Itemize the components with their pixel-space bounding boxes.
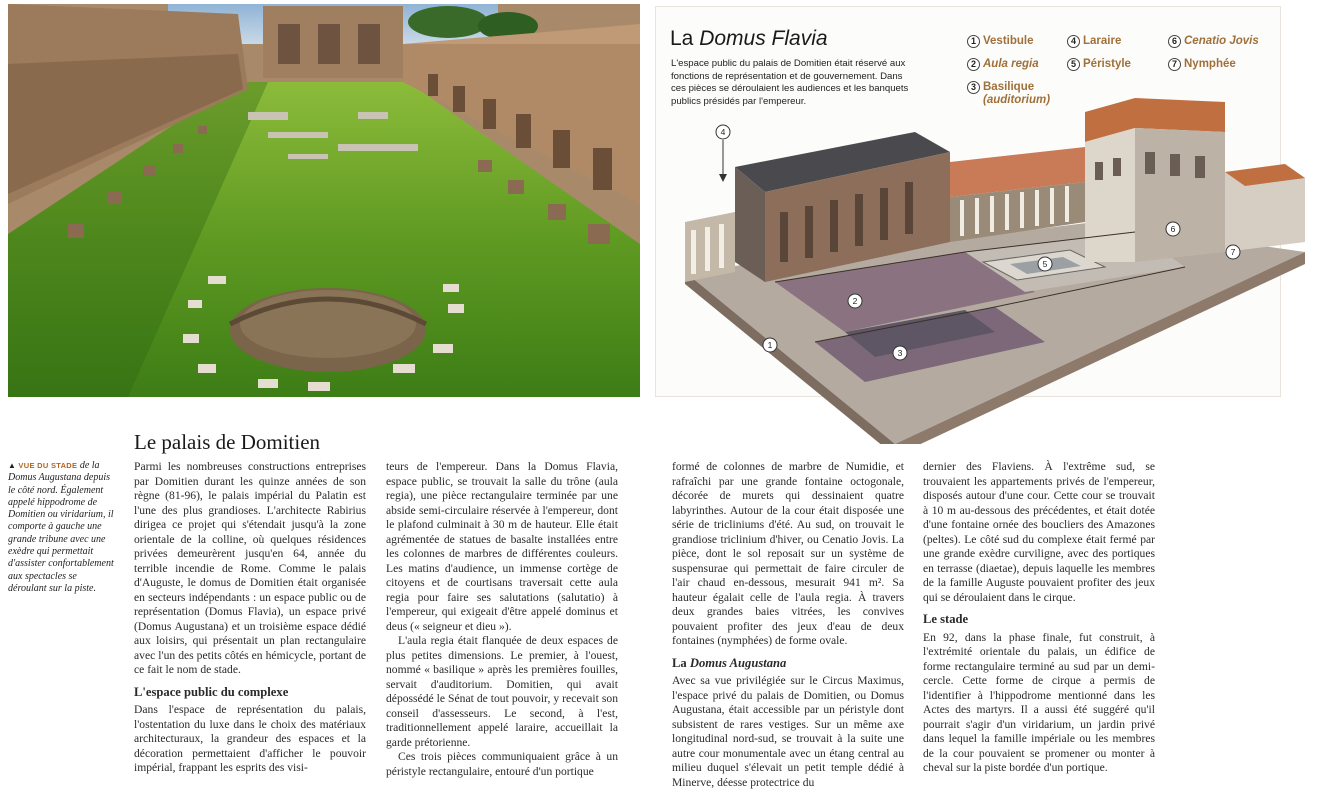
paragraph: Dans l'espace de représentation du palais, l'ostentation du luxe dans le choix des matériaux architecturaux, la grandeur des espaces et la décoration permettaient d'afficher le pouvoir impérial, frappant les esprits des visi- [134,703,366,774]
infographic-description: L'espace public du palais de Domitien était réservé aux fonctions de représentation et de gouvernement. Dans ces pièces se déroulaient les audiences et les banquets publics présidés par l'empereur. [671,58,909,107]
paragraph: teurs de l'empereur. Dans la Domus Flavia, espace public, se trouvait la salle du trône (aula regia), une pièce rectangulaire terminée par une abside semi-circulaire réservée à l'empereur, dont le plafond culminait à 30 m de hauteur. Elle était agrémentée de statues de basalte installées entre les colonnes de marbres de différentes couleurs. Les matins d'audience, un immense cortège de citoyens et de courtisans traversait cette aula regia pour faire ses salutations (salutatio) à l'empereur, qui exigeait d'être appelé dominus et deus (« seigneur et dieu »). [386,460,618,633]
infographic-title: La Domus Flavia [670,27,828,50]
marker-3: 3 [897,348,903,358]
section-heading: Le stade [923,612,969,626]
paragraph: Avec sa vue privilégiée sur le Circus Maximus, l'espace privé du palais de Domitien, ou Domus Augustana, était accessible par un péristyle dont subsistent de rares vestiges. Sur un même axe longitudinal nord-sud, se trouvait à la suite une autre cour monumentale avec un étang central au milieu duquel s'élevait un petit temple dédié à Minerve, déesse protectrice du [672,674,904,789]
paragraph: En 92, dans la phase finale, fut construit, à l'extrémité orientale du palais, un édifice de forme rectangulaire terminé au sud par un demi-cercle. Cette forme de cirque a permis de l'identifier à l'hippodrome mentionné dans les Actes des martyrs. Il a aussi été suggéré qu'il pourrait s'agir d'un viridarium, un jardin privé dans lequel la famille impériale ou les membres de la cour pouvaient se promener ou monter à cheval sur la piste bordée d'un portique. [923,630,1155,774]
article-column-4 [923,460,1155,776]
paragraph: formé de colonnes de marbre de Numidie, et rafraîchi par une grande fontaine octogonale, décorée de murets qui dessinaient quatre labyrinthes. Autour de la cour était disposée une série de tricliniums d'été. Au sud, on trouvait le grandiose triclinium d'hiver, ou Cenatio Jovis. La pièce, dont le sol reposait sur un système de suspensurae qui permettait de faire circuler de l'air chaud en-dessous, mesurait 941 m². Sa hauteur égalait celle de l'aula regia. À travers deux grandes baies vitrées, les convives pouvaient profiter des jeux d'eau de deux fontaines (nymphées) de forme ovale. [672,460,904,647]
article-title: Le palais de Domitien [134,430,321,454]
legend-item-3: 3 Basilique (auditorium) [967,81,1050,107]
photo-caption: ▲ VUE DU STADE de la Domus Augustana depuis le côté nord. Également appelé hippodrome de Domitien ou viridarium, il comporte à gauche une grande tribune avec une exèdre qui permettait d'assister confortablement aux spectacles se déroulant sur la piste. [8,460,114,594]
marker-6: 6 [1170,224,1176,234]
caption-text: de la Domus Augustana depuis le côté nord. Également appelé hippodrome de Domitien ou viridarium, il comporte à gauche une grande tribune avec une exèdre qui permettait d'assister confortablement aux spectacles se déroulant sur la piste. [8,460,114,594]
section-heading: L'espace public du complexe [134,684,289,699]
article-column-2 [386,460,618,779]
paragraph: Parmi les nombreuses constructions entreprises par Domitien durant les quinze années de son règne (81-96), le palais impérial du Palatin est l'une des plus grandioses. L'architecte Rabirius dirigea ce projet qui s'étendait jusqu'à la zone orientale de la colline, où quelques résidences privées demeurèrent jusqu'en 64, année du terrible incendie de Rome. Comme le palais d'Auguste, le domus de Domitien était organisée en secteurs indépendants : un espace public ou de représentation (Domus Flavia), un espace privé (Domus Augustana) et un troisième espace dédié aux loisirs, qui présentait un plan rectangulaire avec l'un des petits côtés en hémicycle, portant de ce fait le nom de stade. [134,460,366,676]
section-heading: La Domus Augustana [672,655,787,670]
article-column-3 [672,460,904,790]
marker-7: 7 [1230,247,1236,257]
marker-5: 5 [1042,259,1048,269]
stadium-photo [8,4,640,397]
palace-cutaway-diagram [665,92,1310,444]
legend-item-2: 2 Aula regia [967,58,1039,71]
legend-item-1: 1 Vestibule [967,35,1034,48]
legend-item-4: 4 Laraire [1067,35,1121,48]
paragraph: Ces trois pièces communiquaient grâce à un péristyle rectangulaire, entouré d'un portique [386,750,618,778]
marker-1: 1 [767,340,773,350]
legend-item-5: 5 Péristyle [1067,58,1131,71]
marker-2: 2 [852,296,858,306]
legend-item-6: 6 Cenatio Jovis [1168,35,1259,48]
paragraph: L'aula regia était flanquée de deux espaces de plus petites dimensions. Le premier, à l'ouest, nommé « basilique » après les premières fouilles, servait d'auditorium. Domitien, qui avait dépossédé le Sénat de tout pouvoir, y recevait son conseil d'assesseurs. Le second, à l'est, traditionnellement appelé laraire, accueillait la garde prétorienne. [386,634,618,749]
caption-heading: VUE DU STADE [18,461,78,470]
legend-item-7: 7 Nymphée [1168,58,1236,71]
paragraph: dernier des Flaviens. À l'extrême sud, se trouvaient les appartements privés de l'empereur, disposés autour d'une cour. Cette cour se trouvait à 10 m au-dessous des précédentes, et était dotée d'une fontaine ornée des boucliers des Amazones (peltes). Le côté sud du complexe était fermé par une grande exèdre curviligne, avec des portiques en terrasse (diaetae), depuis laquelle les membres de la famille Auguste pouvaient profiter des jeux qui se déroulaient dans le cirque. [923,460,1155,604]
article-column-1 [134,460,366,776]
marker-4: 4 [720,127,726,137]
